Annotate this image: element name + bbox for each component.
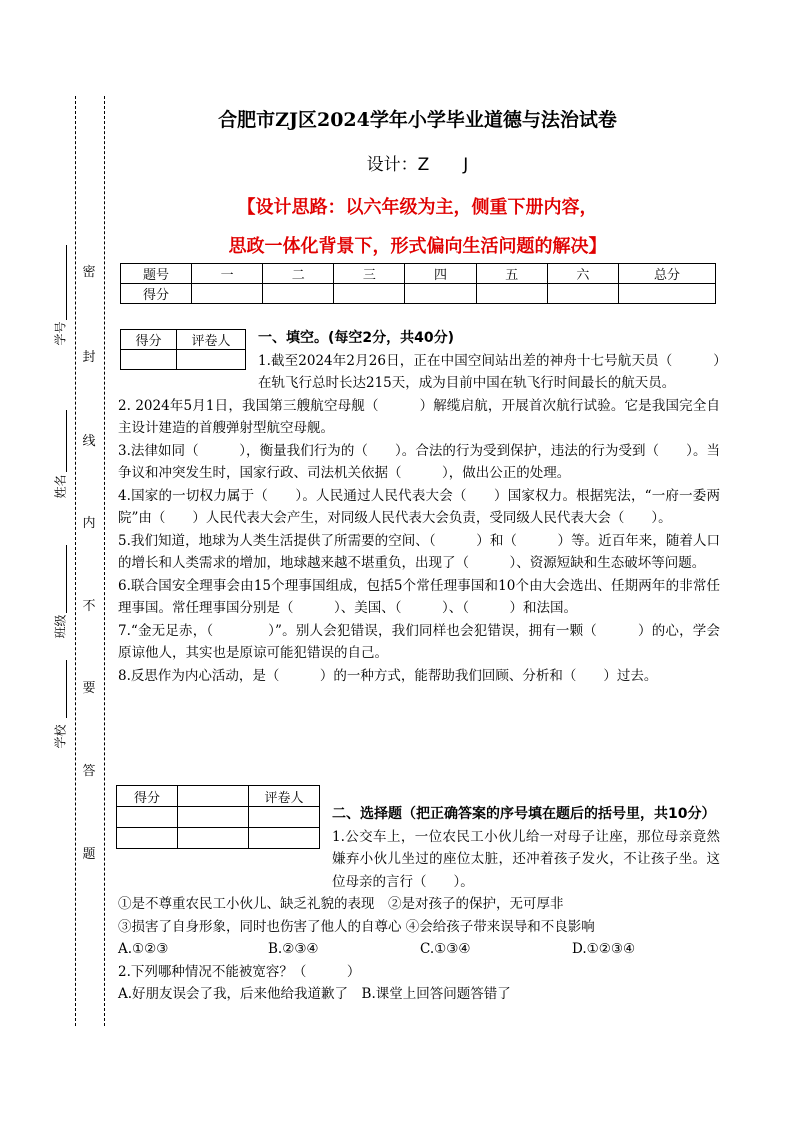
score-row-label: 得分 xyxy=(121,284,192,304)
score-cell[interactable] xyxy=(476,284,547,304)
score-cell[interactable] xyxy=(334,284,405,304)
seal-char-6: 要 xyxy=(82,681,96,696)
score-cell[interactable] xyxy=(405,284,476,304)
score-header-cell: 题号 xyxy=(121,264,192,284)
seal-char-1: 密 xyxy=(82,265,96,280)
page-title: 合肥市ZJ区2024学年小学毕业道德与法治试卷 xyxy=(218,109,617,131)
question-2-2: 2.下列哪种情况不能被宽容？（ ） xyxy=(118,963,361,980)
grader-reviewer-label: 评卷人 xyxy=(249,786,320,807)
binding-line-inner xyxy=(104,96,105,1026)
score-header-cell: 一 xyxy=(192,264,263,284)
section-2 xyxy=(118,803,720,1006)
design-idea-line-2: 思政一体化背景下，形式偏向生活问题的解决】 xyxy=(228,236,607,257)
question-2-1-statement-1: ①是不尊重农民工小伙儿、缺乏礼貌的表现 ②是对孩子的保护，无可厚非 xyxy=(118,896,564,912)
score-header-cell: 三 xyxy=(334,264,405,284)
school-line xyxy=(66,660,67,718)
student-id-line xyxy=(66,245,67,320)
section-2-title: 二、选择题（把正确答案的序号填在题后的括号里，共10分） xyxy=(332,806,716,822)
seal-char-8: 题 xyxy=(82,847,96,862)
seal-char-5: 不 xyxy=(82,599,96,614)
seal-char-3: 线 xyxy=(82,434,96,449)
question-1-1: 1.截至2024年2月26日，正在中国空间站出差的神舟十七号航天员（ ）在轨飞行总时长达215天，成为目前中国在轨飞行时间最长的航天员。 xyxy=(258,352,720,391)
question-1-6: 6.联合国安全理事会由15个理事国组成，包括5个常任理事国和10个由大会选出、任期两年的非常任理事国。常任理事国分别是（ ）、美国、（ ）、（ ）和法国。 xyxy=(118,577,720,616)
score-header-cell: 二 xyxy=(263,264,334,284)
name-label: 姓名 xyxy=(53,474,68,499)
score-cell[interactable] xyxy=(263,284,334,304)
option-d[interactable]: D.①②③④ xyxy=(572,941,636,957)
question-1-2: 2. 2024年5月1日，我国第三艘航空母舰（ ）解缆启航，开展首次航行试验。它是我国完全自主设计建造的首艘弹射型航空母舰。 xyxy=(118,397,720,436)
score-header-cell: 五 xyxy=(476,264,547,284)
question-1-4: 4.国家的一切权力属于（ ）。人民通过人民代表大会（ ）国家权力。根据宪法，“一府一委两院”由（ ）人民代表大会产生，对同级人民代表大会负责，受同级人民代表大会（ ）。 xyxy=(118,487,720,526)
question-2-1: 1.公交车上，一位农民工小伙儿给一对母子让座，那位母亲竟然嫌弃小伙儿坐过的座位太脏，还冲着孩子发火，不让孩子坐。这位母亲的言行（ ）。 xyxy=(332,828,720,890)
score-cell[interactable] xyxy=(619,284,716,304)
question-1-5: 5.我们知道，地球为人类生活提供了所需要的空间、（ ）和（ ）等。近百年来，随着人口的增长和人类需求的增加，地球越来越不堪重负，出现了（ ）、资源短缺和生态破坏等问题。 xyxy=(118,532,720,571)
grader-reviewer-label: 评卷人 xyxy=(177,330,246,350)
seal-char-4: 内 xyxy=(82,516,96,531)
score-header-cell: 总分 xyxy=(619,264,716,284)
score-header-cell: 四 xyxy=(405,264,476,284)
designer-line: 设计：Z J xyxy=(366,155,469,175)
score-cell[interactable] xyxy=(192,284,263,304)
question-2-1-statement-2: ③损害了自身形象，同时也伤害了他人的自尊心 ④会给孩子带来误导和不良影响 xyxy=(118,918,595,935)
score-cell[interactable] xyxy=(547,284,618,304)
binding-line-outer xyxy=(75,96,76,1026)
grader-score-label: 得分 xyxy=(117,786,178,807)
score-header-cell: 六 xyxy=(547,264,618,284)
section-1 xyxy=(118,327,720,687)
option-b[interactable]: B.②③④ xyxy=(268,941,319,957)
class-label: 班级 xyxy=(53,614,68,639)
seal-char-2: 封 xyxy=(82,350,96,365)
question-1-8: 8.反思作为内心活动，是（ ）的一种方式，能帮助我们回顾、分析和（ ）过去。 xyxy=(118,667,658,684)
design-idea-line-1: 【设计思路：以六年级为主，侧重下册内容， xyxy=(237,197,598,218)
section-1-title: 一、填空。(每空2分，共40分) xyxy=(258,330,455,346)
seal-char-7: 答 xyxy=(82,764,96,779)
class-line xyxy=(66,545,67,613)
school-label: 学校 xyxy=(53,724,68,749)
question-1-3: 3.法律如同（ ），衡量我们行为的（ ）。合法的行为受到保护，违法的行为受到（ ）。当争议和冲突发生时，国家行政、司法机关依据（ ），做出公正的处理。 xyxy=(118,442,720,481)
option-c[interactable]: C.①③④ xyxy=(420,941,471,957)
grader-score-label: 得分 xyxy=(121,330,177,350)
question-1-7: 7.“金无足赤，（ ）”。别人会犯错误，我们同样也会犯错误，拥有一颗（ ）的心，学会原谅他人，其实也是原谅可能犯错误的自己。 xyxy=(118,622,720,661)
question-2-1-options xyxy=(118,938,720,961)
name-line xyxy=(66,410,67,472)
student-id-label: 学号 xyxy=(53,321,68,346)
option-a[interactable]: A.①②③ xyxy=(118,941,169,957)
score-table xyxy=(120,263,716,304)
question-2-2-options: A.好朋友误会了我，后来他给我道歉了 B.课堂上回答问题答错了 xyxy=(118,986,511,1002)
